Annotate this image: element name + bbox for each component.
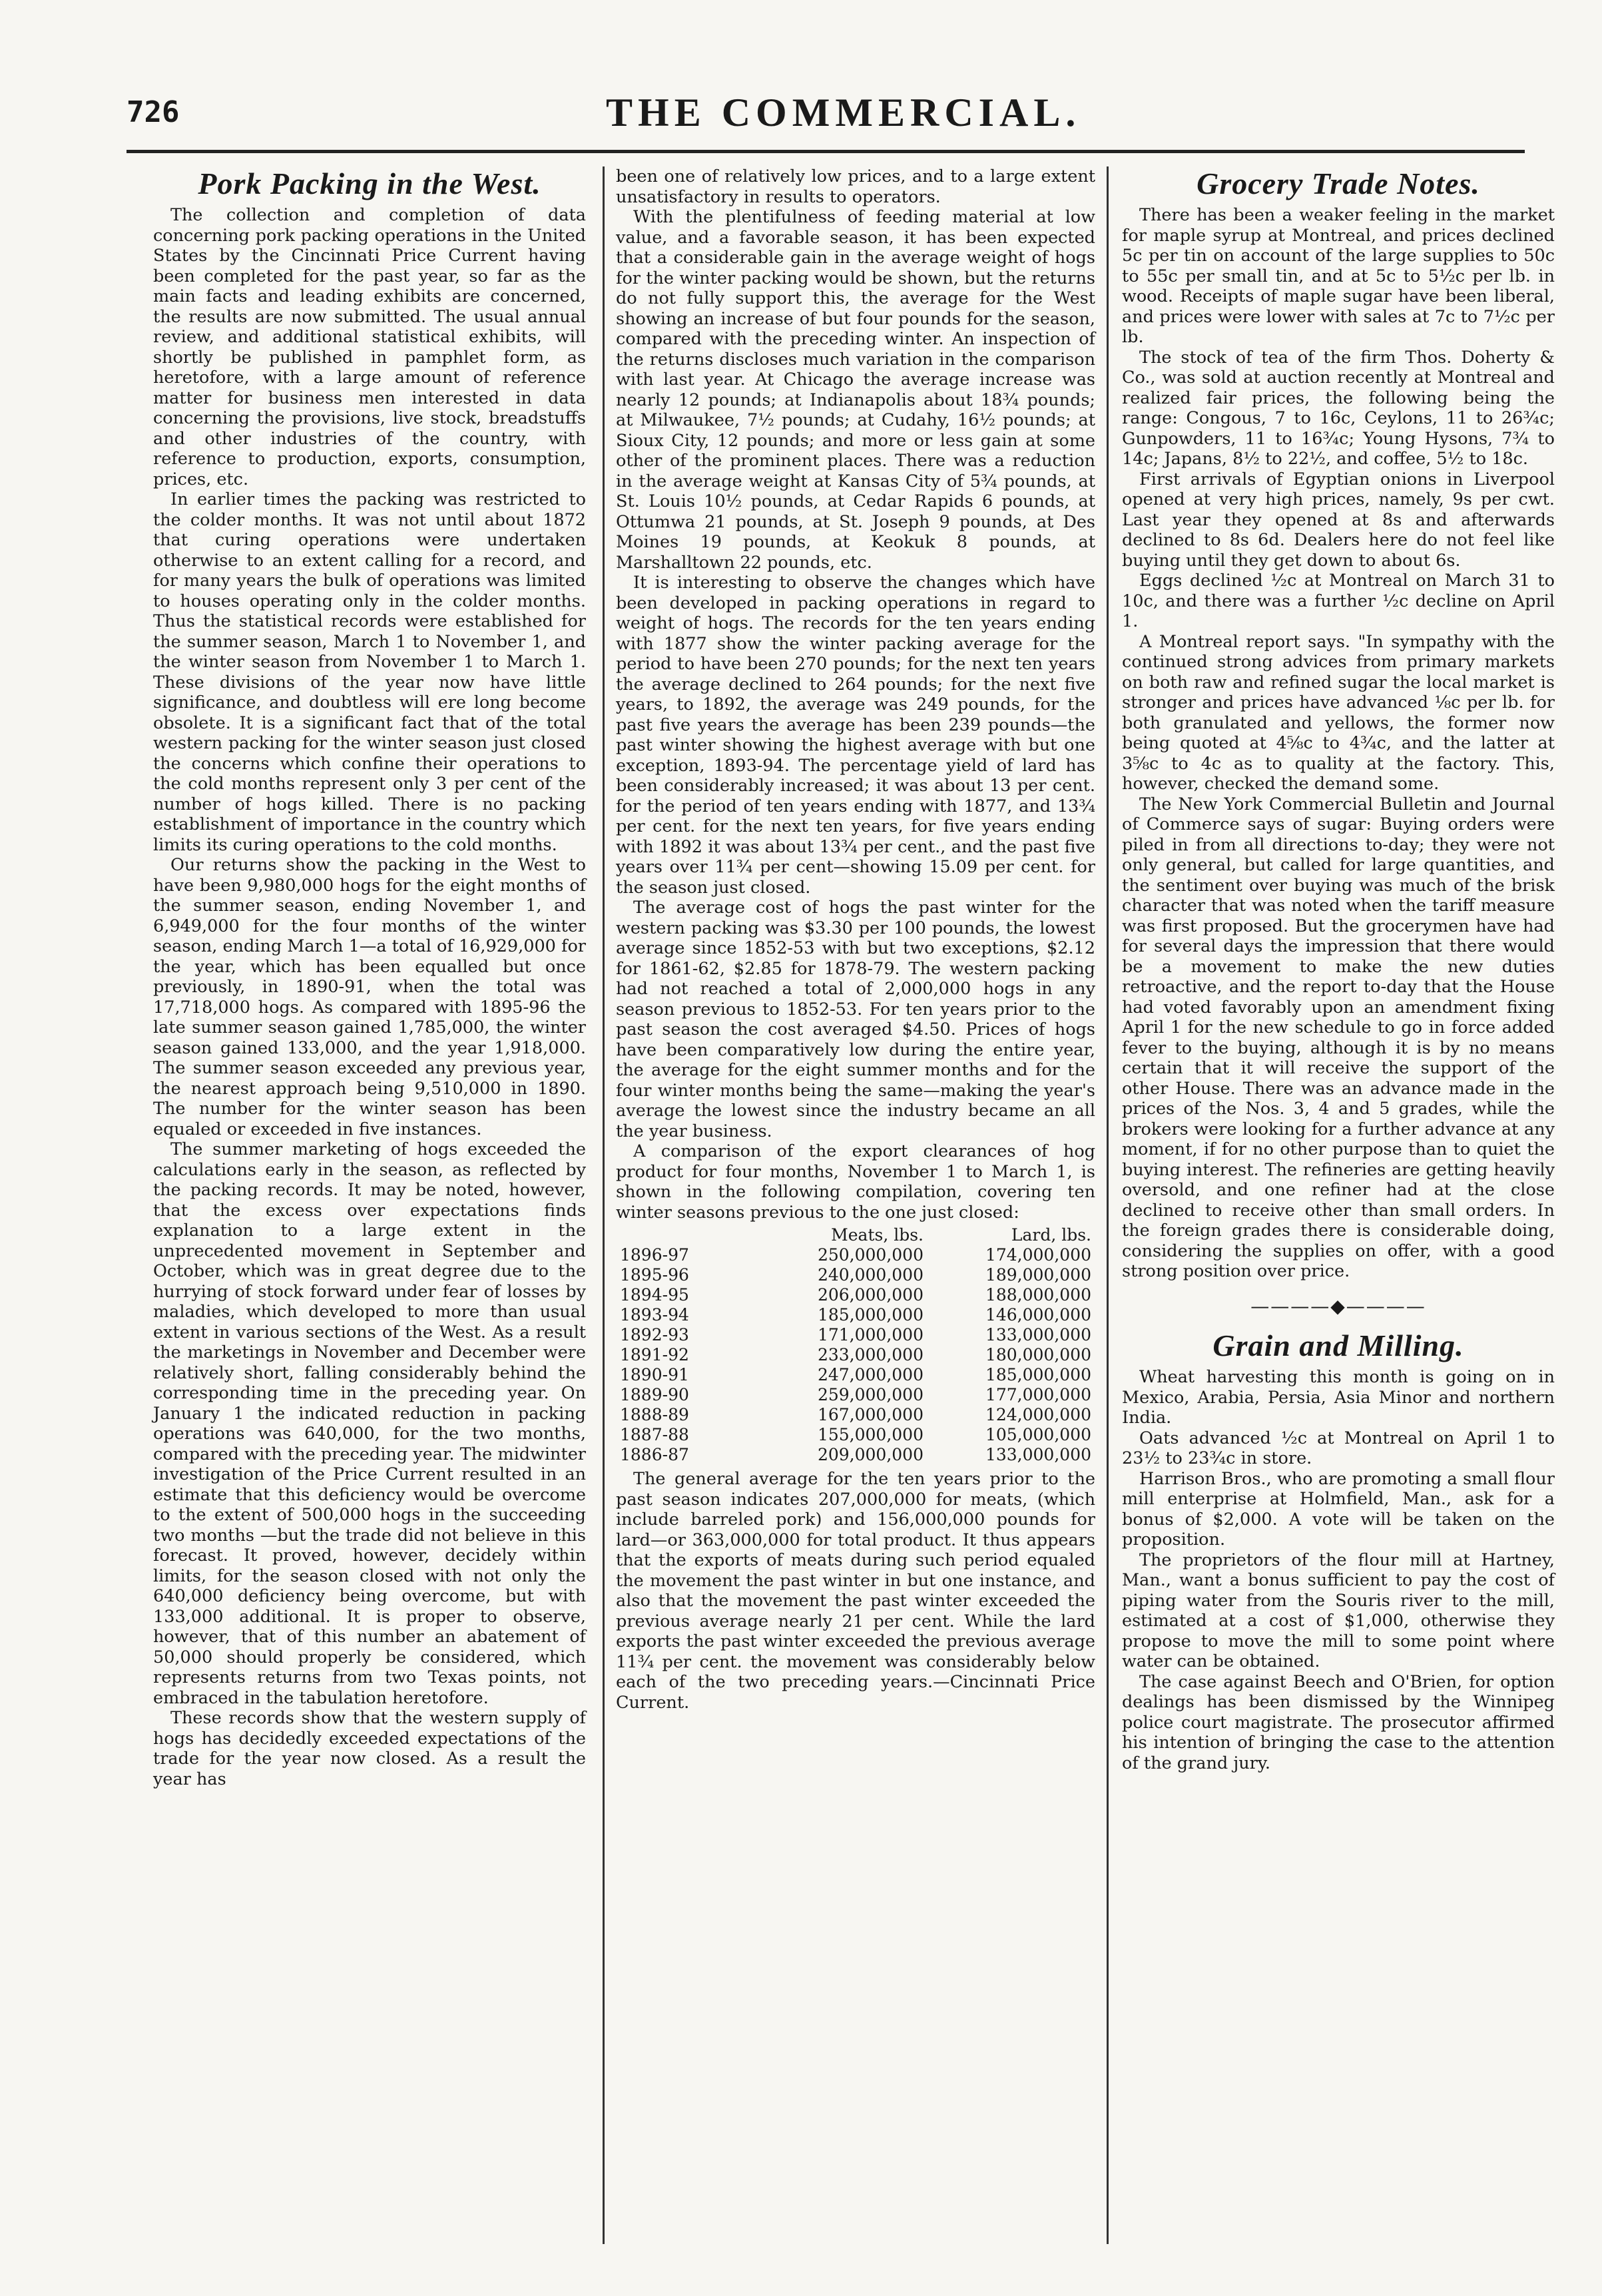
- meats-cell: 259,000,000: [817, 1385, 924, 1404]
- season-cell: 1893-94: [620, 1305, 689, 1324]
- article-paragraph: The case against Beech and O'Brien, for option dealings has been dismissed by the Winnipeg police court magistrate. The prosecutor affirmed his intention of bringing the case to the attention of the grand jury.: [1122, 1671, 1555, 1773]
- table-row: [616, 1425, 1095, 1445]
- article-paragraph: There has been a weaker feeling in the market for maple syrup at Montreal, and prices declined 5c per tin on account of the large supplies to 50c to 55c per small tin, and at 5c to 5½c per lb. in wood. Receipts of maple sugar have been liberal, and prices were lower with sales at 7c to 7½c per lb.: [1122, 205, 1555, 347]
- lard-cell: 177,000,000: [985, 1385, 1091, 1404]
- table-row: [616, 1385, 1095, 1405]
- meats-cell: 250,000,000: [817, 1245, 924, 1265]
- table-row: [616, 1365, 1095, 1385]
- lard-cell: 133,000,000: [985, 1445, 1091, 1464]
- article-paragraph: Our returns show the packing in the West to have been 9,980,000 hogs for the eight months of the summer season, ending November 1, and 6,949,000 for the four months of the winter season, ending March 1—a total of 16,929,000 for the year, which has been equalled but once previously, in 1890-91, when the total was 17,718,000 hogs. As compared with 1895-96 the late summer season gained 1,785,000, the winter season gained 133,000, and the year 1,918,000. The summer season exceeded any previous year, the nearest approach being 9,510,000 in 1890. The number for the winter season has been equaled or exceeded in five instances.: [153, 855, 586, 1139]
- meats-cell: 155,000,000: [817, 1425, 924, 1444]
- article-paragraph: Eggs declined ½c at Montreal on March 31 to 10c, and there was a further ½c decline on April 1.: [1122, 571, 1555, 631]
- article-paragraph: With the plentifulness of feeding material at low value, and a favorable season, it has been expected that a considerable gain in the average weight of hogs for the winter packing would be shown, but the returns do not fully support this, the average for the West showing an increase of but four pounds for the season, compared with the preceding winter. An inspection of the returns discloses much variation in the comparison with last year. At Chicago the average increase was nearly 12 pounds; at Indianapolis about 18¾ pounds; at Milwaukee, 7½ pounds; at Cudahy, 16½ pounds; at Sioux City, 12 pounds; and more or less gain at some other of the prominent places. There was a reduction in the average weight at Kansas City of 5¾ pounds, at St. Louis 10½ pounds, at Cedar Rapids 6 pounds, at Ottumwa 21 pounds, at St. Joseph 9 pounds, at Des Moines 19 pounds, at Keokuk 8 pounds, at Marshalltown 22 pounds, etc.: [616, 207, 1095, 573]
- season-cell: 1895-96: [620, 1265, 689, 1285]
- article-paragraph: A comparison of the export clearances of hog product for four months, November 1 to March 1, is shown in the following compilation, covering ten winter seasons previous to the one just closed:: [616, 1141, 1095, 1223]
- table-row: [616, 1285, 1095, 1305]
- season-cell: 1886-87: [620, 1445, 689, 1464]
- season-cell: 1888-89: [620, 1405, 689, 1424]
- lard-cell: 146,000,000: [985, 1305, 1091, 1324]
- column-divider: [1107, 166, 1109, 2244]
- article-paragraph: These records show that the western supply of hogs has decidedly exceeded expectations of the trade for the year now closed. As a result the year has: [153, 1708, 586, 1789]
- meats-cell: 247,000,000: [817, 1365, 924, 1384]
- column-grocery-grain: [1122, 166, 1555, 1773]
- meats-cell: 167,000,000: [817, 1405, 924, 1424]
- lard-cell: 180,000,000: [985, 1345, 1091, 1364]
- lard-cell: 124,000,000: [985, 1405, 1091, 1424]
- lard-cell: 188,000,000: [985, 1285, 1091, 1304]
- lard-cell: 185,000,000: [985, 1365, 1091, 1384]
- meats-cell: 171,000,000: [817, 1325, 924, 1344]
- table-header: Meats, lbs.: [831, 1225, 924, 1245]
- table-row: [616, 1405, 1095, 1425]
- table-header: [616, 1225, 760, 1245]
- article-paragraph: The general average for the ten years prior to the past season indicates 207,000,000 for meats, (which include barreled pork) and 156,000,000 pounds for lard—or 363,000,000 for total product. It thus appears that the exports of meats during such period equaled the movement the past winter in but one instance, and also that the movement the past winter exceeded the previous average nearly 21 per cent. While the lard exports the past winter exceeded the previous average 11¾ per cent. the movement was considerably below each of the two preceding years.—Cincinnati Price Current.: [616, 1469, 1095, 1713]
- season-cell: 1892-93: [620, 1325, 689, 1344]
- meats-cell: 209,000,000: [817, 1445, 924, 1464]
- article-title: Grocery Trade Notes.: [1197, 166, 1480, 200]
- meats-cell: 233,000,000: [817, 1345, 924, 1364]
- lard-cell: 189,000,000: [985, 1265, 1091, 1285]
- meats-cell: 206,000,000: [817, 1285, 924, 1304]
- page-header: [127, 90, 1525, 143]
- header-rule: [127, 150, 1525, 153]
- article-paragraph: Wheat harvesting this month is going on in Mexico, Arabia, Persia, Asia Minor and northern India.: [1122, 1367, 1555, 1428]
- article-paragraph: been one of relatively low prices, and to a large extent unsatisfactory in results to operators.: [616, 166, 1095, 207]
- meats-cell: 240,000,000: [817, 1265, 924, 1285]
- season-cell: 1894-95: [620, 1285, 689, 1304]
- article-paragraph: The summer marketing of hogs exceeded the calculations early in the season, as reflected by the packing records. It may be noted, however, that the excess over expectations finds explanation to a large extent in the unprecedented movement in September and October, which was in great degree due to the hurrying of stock forward under fear of losses by maladies, which developed to more than usual extent in various sections of the West. As a result the marketings in November and December were relatively short, falling considerably behind the corresponding time in the preceding year. On January 1 the indicated reduction in packing operations was 640,000, for the two months, compared with the preceding year. The midwinter investigation of the Price Current resulted in an estimate that this deficiency would be overcome to the extent of 500,000 hogs in the succeeding two months —but the trade did not believe in this forecast. It proved, however, decidely within limits, for the season closed with not only the 640,000 deficiency being overcome, but with 133,000 additional. It is proper to observe, however, that of this number an abatement of 50,000 should properly be considered, which represents returns from two Texas points, not embraced in the tabulation heretofore.: [153, 1139, 586, 1708]
- page-number: 726: [127, 95, 180, 129]
- article-paragraph: Harrison Bros., who are promoting a small flour mill enterprise at Holmfield, Man., ask for a bonus of $2,000. A vote will be taken on the proposition.: [1122, 1468, 1555, 1550]
- table-row: [616, 1245, 1095, 1265]
- export-clearances-table: [616, 1225, 1095, 1465]
- article-paragraph: The average cost of hogs the past winter for the western packing was $3.30 per 100 pounds, the lowest average since 1852-53 with but two exceptions, $2.12 for 1861-62, $2.85 for 1878-79. The western packing had not reached a total of 2,000,000 hogs in any season previous to 1852-53. For ten years prior to the past season the cost averaged $4.50. Prices of hogs have been comparatively low during the entire year, the average for the eight summer months and for the four winter months being the same—making the year's average the lowest since the industry became an all the year business.: [616, 898, 1095, 1141]
- column-pork-packing: [153, 166, 586, 1789]
- season-cell: 1887-88: [620, 1425, 689, 1444]
- lard-cell: 133,000,000: [985, 1325, 1091, 1344]
- season-cell: 1890-91: [620, 1365, 689, 1384]
- article-paragraph: A Montreal report says. "In sympathy with the continued strong advices from primary markets on both raw and refined sugar the local market is stronger and prices have advanced ⅛c per lb. for both granulated and yellows, the former now being quoted at 4⅝c to 4¾c, and the latter at 3⅝c to 4c as to quality at the factory. This, however, checked the demand some.: [1122, 631, 1555, 794]
- season-cell: 1891-92: [620, 1345, 689, 1364]
- lard-cell: 174,000,000: [985, 1245, 1091, 1265]
- article-paragraph: First arrivals of Egyptian onions in Liverpool opened at very high prices, namely, 9s per cwt. Last year they opened at 8s and afterwards declined to 8s 6d. Dealers here do not feel like buying until they get down to about 6s.: [1122, 469, 1555, 571]
- table-row: [616, 1445, 1095, 1465]
- table-header-row: [616, 1225, 1095, 1245]
- column-pork-packing-continued: [616, 166, 1095, 1713]
- column-divider: [603, 166, 605, 2244]
- article-paragraph: The stock of tea of the firm Thos. Doherty & Co., was sold at auction recently at Montreal and realized fair prices, the following being the range: Congous, 7 to 16c, Ceylons, 11 to 26¾c; Gunpowders, 11 to 16¾c; Young Hysons, 7¾ to 14c; Japans, 8½ to 22½, and coffee, 5½ to 18c.: [1122, 347, 1555, 469]
- article-title: Pork Packing in the West.: [198, 166, 541, 200]
- masthead-title: THE COMMERCIAL.: [606, 91, 1081, 135]
- table-header: Lard, lbs.: [1011, 1225, 1091, 1245]
- article-paragraph: The New York Commercial Bulletin and Journal of Commerce says of sugar: Buying orders were piled in from all directions to-day; they were not only general, but called for large quantities, and the sentiment over buying was much of the brisk character that was noted when the tariff measure was first proposed. But the grocerymen have had for several days the impression that there would be a movement to make the new duties retroactive, and the report to-day that the House had voted favorably upon an amendment fixing April 1 for the new schedule to go in force added fever to the buying, although it is by no means certain that it will receive the support of the other House. There was an advance made in the prices of the Nos. 3, 4 and 5 grades, while the brokers were looking for a further advance at any moment, if for no other purpose than to quiet the buying interest. The refineries are getting heavily oversold, and one refiner had at the close declined to receive other than small orders. In the foreign grades there is considerable doing, considering the supplies on offer, with a good strong position over price.: [1122, 794, 1555, 1281]
- article-title: Grain and Milling.: [1212, 1328, 1464, 1362]
- meats-cell: 185,000,000: [817, 1305, 924, 1324]
- article-paragraph: Oats advanced ½c at Montreal on April 1 to 23½ to 23¾c in store.: [1122, 1428, 1555, 1468]
- article-paragraph: It is interesting to observe the changes which have been developed in packing operations in regard to weight of hogs. The records for the ten years ending with 1877 show the winter packing average for the period to have been 270 pounds; for the next ten years the average declined to 264 pounds; for the next five years, to 1892, the average was 249 pounds, for the past five years the average has been 239 pounds—the past winter showing the highest average with but one exception, 1893-94. The percentage yield of lard has been considerably increased; it was about 13 per cent. for the period of ten years ending with 1877, and 13¾ per cent. for the next ten years, for five years ending with 1892 it was about 13¾ per cent., and the past five years over 11¾ per cent—showing 15.09 per cent. for the season just closed.: [616, 573, 1095, 898]
- table-row: [616, 1265, 1095, 1285]
- season-cell: 1889-90: [620, 1385, 689, 1404]
- table-row: [616, 1305, 1095, 1325]
- lard-cell: 105,000,000: [985, 1425, 1091, 1444]
- article-paragraph: The collection and completion of data concerning pork packing operations in the United States by the Cincinnati Price Current having been completed for the past year, so far as the main facts and leading exhibits are concerned, the results are now submitted. The usual annual review, and additional statistical exhibits, will shortly be published in pamphlet form, as heretofore, with a large amount of reference matter for business men interested in data concerning the provisions, live stock, breadstuffs and other industries of the country, with reference to production, exports, consumption, prices, etc.: [153, 205, 586, 489]
- table-row: [616, 1325, 1095, 1345]
- table-row: [616, 1345, 1095, 1365]
- article-paragraph: In earlier times the packing was restricted to the colder months. It was not until about 1872 that curing operations were undertaken otherwise to an extent calling for a record, and for many years the bulk of operations was limited to houses operating only in the colder months. Thus the statistical records were established for the summer season, March 1 to November 1, and the winter season from November 1 to March 1. These divisions of the year now have little significance, and doubtless will ere long become obsolete. It is a significant fact that of the total western packing for the winter season just closed the concerns which confine their operations to the cold months represent only 3 per cent of the number of hogs killed. There is no packing establishment of importance in the country which limits its curing operations to the cold months.: [153, 489, 586, 855]
- season-cell: 1896-97: [620, 1245, 689, 1265]
- section-ornament: ————◆————: [1250, 1294, 1426, 1317]
- article-paragraph: The proprietors of the flour mill at Hartney, Man., want a bonus sufficient to pay the cost of piping water from the Souris river to the mill, estimated at a cost of $1,000, otherwise they propose to move the mill to some point where water can be obtained.: [1122, 1550, 1555, 1671]
